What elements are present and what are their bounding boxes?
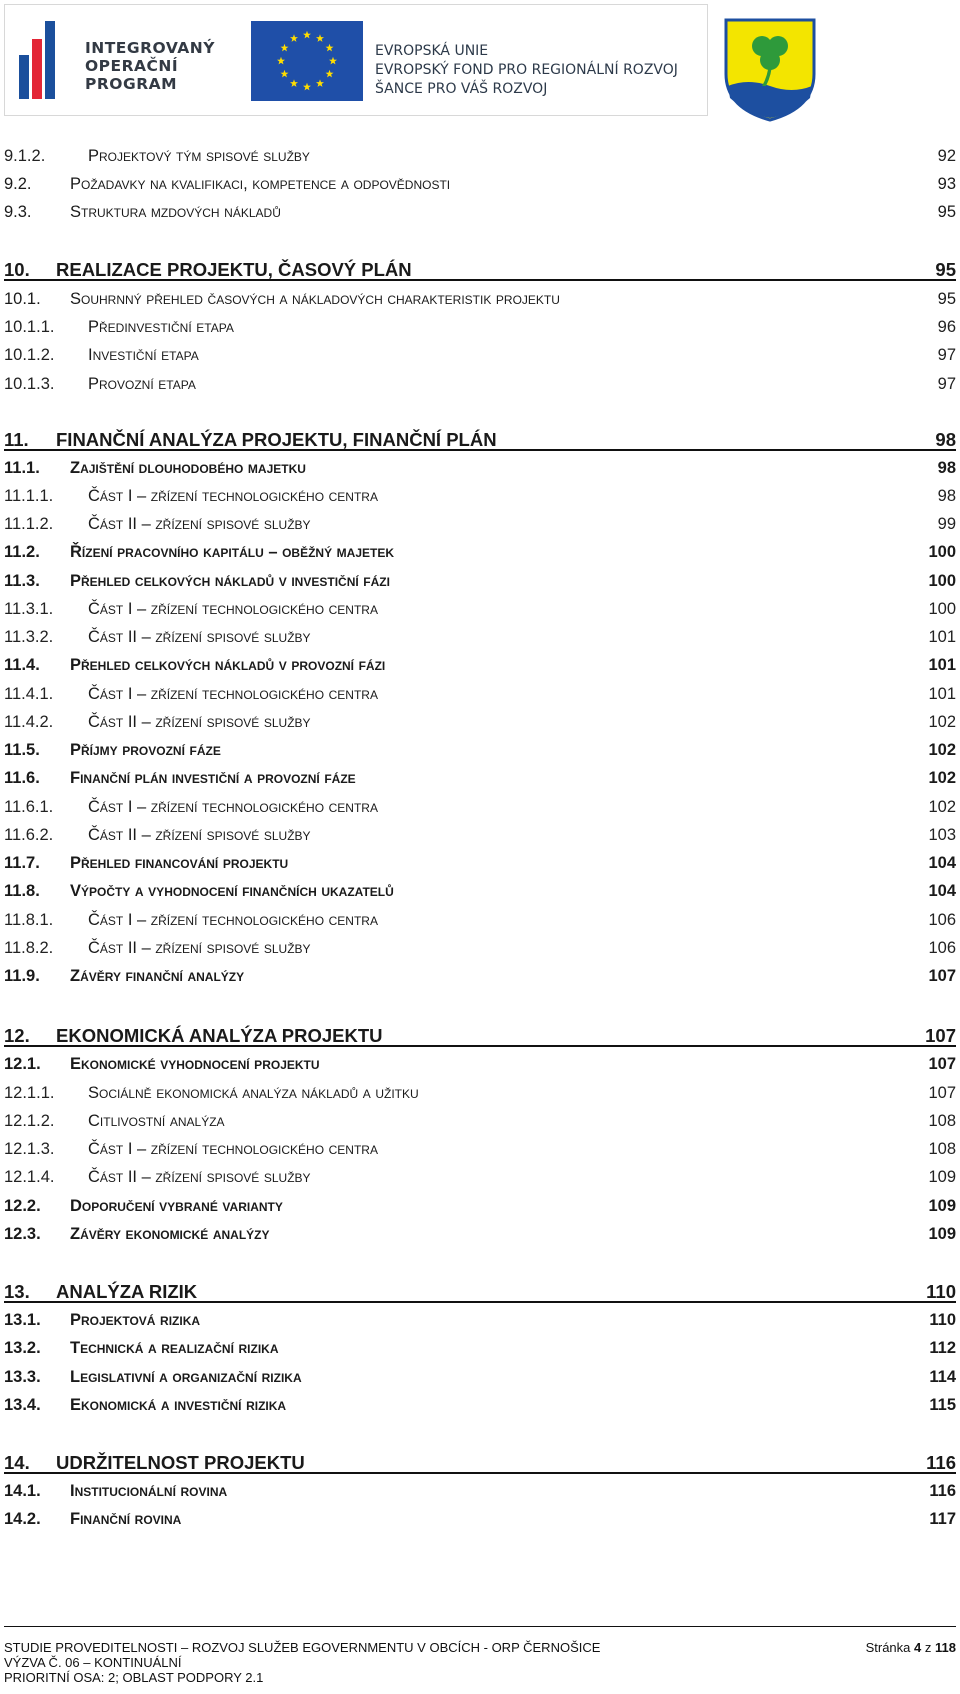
toc-entry-number: 12.1.4.	[4, 1168, 55, 1186]
toc-entry-number: 11.2.	[4, 543, 40, 561]
toc-entry[interactable]	[4, 710, 956, 734]
toc-entry-page: 92	[937, 147, 956, 165]
toc-entry[interactable]	[4, 258, 956, 282]
toc-entry-number: 10.1.	[4, 290, 41, 308]
toc-entry-title: Předinvestiční etapa	[88, 318, 234, 336]
toc-entry-page: 100	[928, 572, 956, 590]
toc-entry-title: Přehled financování projektu	[70, 854, 289, 872]
toc-entry-number: 11.1.	[4, 459, 40, 477]
toc-entry-number: 9.2.	[4, 175, 32, 193]
toc-entry-title: UDRŽITELNOST PROJEKTU	[56, 1452, 305, 1473]
toc-entry-title: Řízení pracovního kapitálu – oběžný majetek	[70, 543, 395, 561]
toc-entry-number: 12.3.	[4, 1225, 41, 1243]
toc-entry[interactable]	[4, 964, 956, 988]
toc-entry-number: 11.9.	[4, 967, 40, 985]
toc-entry[interactable]	[4, 172, 956, 196]
toc-entry-title: Část I – zřízení technologického centra	[88, 911, 378, 929]
toc-entry-number: 11.6.2.	[4, 826, 54, 844]
logo-banner	[4, 4, 708, 116]
toc-entry-number: 10.1.2.	[4, 346, 55, 364]
toc-entry-title: Souhrnný přehled časových a nákladových charakteristik projektu	[70, 290, 560, 308]
toc-entry-title: Část II – zřízení spisové služby	[88, 939, 311, 957]
toc-entry-number: 12.2.	[4, 1197, 41, 1215]
toc-entry-number: 14.	[4, 1452, 30, 1473]
toc-entry[interactable]	[4, 1365, 956, 1389]
toc-entry-page: 110	[926, 1281, 956, 1302]
toc-entry[interactable]	[4, 1024, 956, 1048]
toc-entry-title: Legislativní a organizační rizika	[70, 1368, 302, 1386]
toc-entry-page: 116	[929, 1482, 956, 1500]
toc-entry-page: 102	[928, 713, 956, 731]
toc-entry-number: 11.8.1.	[4, 911, 54, 929]
toc-entry-number: 13.4.	[4, 1396, 41, 1414]
toc-entry-number: 11.3.1.	[4, 600, 54, 618]
toc-entry-number: 11.5.	[4, 741, 40, 759]
toc-chapter-underline	[4, 449, 956, 451]
toc-entry-title: Přehled celkových nákladů v investiční fázi	[70, 572, 390, 590]
toc-entry-number: 12.1.3.	[4, 1140, 55, 1158]
toc-entry-page: 100	[928, 600, 956, 618]
toc-entry-number: 9.3.	[4, 203, 32, 221]
toc-entry-number: 11.7.	[4, 854, 40, 872]
toc-entry-title: Požadavky na kvalifikaci, kompetence a odpovědnosti	[70, 175, 451, 193]
toc-chapter-underline	[4, 1045, 956, 1047]
toc-entry-page: 117	[929, 1510, 956, 1528]
toc-entry-number: 12.1.2.	[4, 1112, 55, 1130]
toc-entry[interactable]	[4, 540, 956, 564]
toc-entry-title: Sociálně ekonomická analýza nákladů a užitku	[88, 1084, 419, 1102]
toc-entry-number: 10.	[4, 259, 30, 280]
toc-entry[interactable]	[4, 795, 956, 819]
toc-entry[interactable]	[4, 908, 956, 932]
toc-entry[interactable]	[4, 1308, 956, 1332]
toc-entry[interactable]	[4, 1336, 956, 1360]
toc-entry-title: Výpočty a vyhodnocení finančních ukazatelů	[70, 882, 394, 900]
toc-entry-page: 102	[928, 741, 956, 759]
toc-entry-page: 109	[928, 1225, 956, 1243]
iop-line: OPERAČNÍ	[85, 57, 179, 75]
toc-entry-page: 107	[928, 1055, 956, 1073]
toc-entry[interactable]	[4, 766, 956, 790]
toc-entry-number: 11.6.	[4, 769, 40, 787]
footer-divider	[4, 1626, 956, 1627]
toc-entry-page: 96	[937, 318, 956, 336]
toc-entry[interactable]	[4, 851, 956, 875]
toc-entry-title: Investiční etapa	[88, 346, 199, 364]
toc-entry-number: 13.3.	[4, 1368, 41, 1386]
toc-entry-number: 11.1.1.	[4, 487, 54, 505]
toc-entry-number: 11.8.	[4, 882, 40, 900]
toc-entry-page: 101	[928, 628, 956, 646]
iop-logo-icon	[19, 21, 59, 99]
eu-flag-icon	[251, 21, 363, 101]
toc-entry-title: Část I – zřízení technologického centra	[88, 600, 378, 618]
toc-entry-title: Technická a realizační rizika	[70, 1339, 279, 1357]
page-label: Stránka	[865, 1640, 911, 1655]
toc-entry-title: Část I – zřízení technologického centra	[88, 685, 378, 703]
toc-entry[interactable]	[4, 1507, 956, 1531]
toc-entry-title: Část II – zřízení spisové služby	[88, 826, 311, 844]
toc-entry-page: 104	[928, 854, 956, 872]
toc-entry[interactable]	[4, 428, 956, 452]
toc-entry[interactable]	[4, 653, 956, 677]
page-current: 4	[914, 1640, 922, 1655]
toc-entry-number: 11.8.2.	[4, 939, 54, 957]
toc-entry-number: 11.1.2.	[4, 515, 54, 533]
toc-entry[interactable]	[4, 144, 956, 168]
toc-entry-title: Doporučení vybrané varianty	[70, 1197, 283, 1215]
toc-entry[interactable]	[4, 625, 956, 649]
toc-entry[interactable]	[4, 1280, 956, 1304]
toc-entry[interactable]	[4, 372, 956, 396]
toc-entry[interactable]	[4, 512, 956, 536]
toc-entry[interactable]	[4, 1137, 956, 1161]
toc-entry-page: 93	[937, 175, 956, 193]
footer-axis: PRIORITNÍ OSA: 2; OBLAST PODPORY 2.1	[4, 1670, 264, 1685]
eu-line: ŠANCE PRO VÁŠ ROZVOJ	[375, 81, 548, 97]
eu-line: EVROPSKÝ FOND PRO REGIONÁLNÍ ROZVOJ	[375, 62, 678, 78]
eu-text	[375, 42, 678, 99]
toc-entry-title: Zajištění dlouhodobého majetku	[70, 459, 306, 477]
toc-entry-title: EKONOMICKÁ ANALÝZA PROJEKTU	[56, 1025, 383, 1046]
toc-entry-title: Část I – zřízení technologického centra	[88, 487, 378, 505]
toc-entry[interactable]	[4, 1194, 956, 1218]
toc-entry-number: 12.1.	[4, 1055, 41, 1073]
toc-entry-title: Závěry ekonomické analýzy	[70, 1225, 270, 1243]
toc-entry[interactable]	[4, 569, 956, 593]
toc-entry-page: 101	[928, 656, 956, 674]
toc-entry[interactable]	[4, 738, 956, 762]
toc-entry-number: 11.3.	[4, 572, 40, 590]
toc-entry-number: 11.4.	[4, 656, 40, 674]
toc-entry-title: Finanční plán investiční a provozní fáze	[70, 769, 356, 787]
iop-line: PROGRAM	[85, 75, 178, 93]
toc-entry-page: 106	[928, 939, 956, 957]
toc-entry[interactable]	[4, 484, 956, 508]
toc-entry[interactable]	[4, 1222, 956, 1246]
toc-entry-title: Část II – zřízení spisové služby	[88, 1168, 311, 1186]
toc-entry-number: 9.1.2.	[4, 147, 46, 165]
toc-entry-title: Institucionální rovina	[70, 1482, 228, 1500]
toc-entry-number: 11.3.2.	[4, 628, 54, 646]
toc-entry[interactable]	[4, 823, 956, 847]
toc-entry-page: 95	[937, 203, 956, 221]
toc-entry-number: 13.1.	[4, 1311, 41, 1329]
toc-entry-page: 100	[928, 543, 956, 561]
toc-entry-number: 12.1.1.	[4, 1084, 55, 1102]
toc-entry-number: 13.	[4, 1281, 30, 1302]
toc-entry[interactable]	[4, 1479, 956, 1503]
toc-entry-page: 95	[937, 290, 956, 308]
toc-entry-title: Část I – zřízení technologického centra	[88, 798, 378, 816]
toc-entry[interactable]	[4, 200, 956, 224]
toc-entry-title: Projektová rizika	[70, 1311, 201, 1329]
toc-entry-page: 108	[928, 1112, 956, 1130]
toc-chapter-underline	[4, 1472, 956, 1474]
toc-entry-page: 95	[935, 259, 956, 280]
toc-entry-title: Projektový tým spisové služby	[88, 147, 310, 165]
toc-entry-title: Finanční rovina	[70, 1510, 182, 1528]
iop-logo-text	[85, 39, 215, 93]
toc-entry-page: 109	[928, 1168, 956, 1186]
toc-entry-number: 10.1.3.	[4, 375, 55, 393]
toc-entry-title: Závěry finanční analýzy	[70, 967, 245, 985]
page-total: 118	[935, 1640, 956, 1655]
toc-entry[interactable]	[4, 936, 956, 960]
toc-entry-page: 98	[937, 459, 956, 477]
toc-entry-page: 112	[929, 1339, 956, 1357]
toc-entry-page: 116	[926, 1452, 956, 1473]
toc-entry[interactable]	[4, 597, 956, 621]
toc-entry-title: Přehled celkových nákladů v provozní fázi	[70, 656, 386, 674]
toc-entry-title: FINANČNÍ ANALÝZA PROJEKTU, FINANČNÍ PLÁN	[56, 429, 497, 450]
toc-entry-title: REALIZACE PROJEKTU, ČASOVÝ PLÁN	[56, 259, 412, 280]
toc-entry-title: Část I – zřízení technologického centra	[88, 1140, 378, 1158]
toc-entry-page: 97	[937, 375, 956, 393]
shamrock-coat-of-arms-icon	[722, 16, 818, 122]
toc-entry-number: 11.4.1.	[4, 685, 54, 703]
toc-entry-page: 103	[928, 826, 956, 844]
toc-entry[interactable]	[4, 456, 956, 480]
toc-entry-number: 11.	[4, 429, 29, 450]
toc-entry-page: 106	[928, 911, 956, 929]
toc-entry[interactable]	[4, 879, 956, 903]
toc-chapter-underline	[4, 279, 956, 281]
footer-call: VÝZVA Č. 06 – KONTINUÁLNÍ	[4, 1655, 182, 1670]
toc-entry-title: Ekonomické vyhodnocení projektu	[70, 1055, 320, 1073]
toc-entry-page: 104	[928, 882, 956, 900]
toc-entry-page: 114	[929, 1368, 956, 1386]
toc-entry-number: 10.1.1.	[4, 318, 55, 336]
page-header	[4, 4, 956, 118]
toc-entry-page: 110	[929, 1311, 956, 1329]
toc-entry-title: Část II – zřízení spisové služby	[88, 515, 311, 533]
toc-entry-number: 11.6.1.	[4, 798, 54, 816]
toc-entry-number: 14.2.	[4, 1510, 41, 1528]
toc-entry-page: 99	[937, 515, 956, 533]
toc-entry-title: Struktura mzdových nákladů	[70, 203, 281, 221]
toc-entry-title: Příjmy provozní fáze	[70, 741, 221, 759]
toc-entry[interactable]	[4, 1109, 956, 1133]
toc-entry[interactable]	[4, 287, 956, 311]
toc-entry-page: 107	[928, 1084, 956, 1102]
toc-entry-page: 98	[935, 429, 956, 450]
toc-entry-title: Citlivostní analýza	[88, 1112, 225, 1130]
toc-entry[interactable]	[4, 1165, 956, 1189]
toc-entry[interactable]	[4, 315, 956, 339]
toc-entry-page: 102	[928, 769, 956, 787]
toc-entry-title: Část II – zřízení spisové služby	[88, 713, 311, 731]
toc-entry-page: 107	[925, 1025, 956, 1046]
page-sep: z	[924, 1640, 932, 1655]
toc-entry-title: Ekonomická a investiční rizika	[70, 1396, 287, 1414]
toc-entry-title: Provozní etapa	[88, 375, 196, 393]
page-number	[866, 1640, 956, 1655]
toc-entry-title: Část II – zřízení spisové služby	[88, 628, 311, 646]
toc-entry-page: 115	[929, 1396, 956, 1414]
eu-line: EVROPSKÁ UNIE	[375, 43, 489, 59]
toc-entry-page: 101	[928, 685, 956, 703]
toc-entry-page: 102	[928, 798, 956, 816]
toc-entry-page: 98	[937, 487, 956, 505]
toc-entry-page: 97	[937, 346, 956, 364]
toc-entry-title: ANALÝZA RIZIK	[56, 1281, 198, 1302]
toc-entry-number: 12.	[4, 1025, 30, 1046]
toc-entry[interactable]	[4, 1081, 956, 1105]
toc-chapter-underline	[4, 1301, 956, 1303]
footer-title: STUDIE PROVEDITELNOSTI – ROZVOJ SLUŽEB EGOVERNMENTU V OBCÍCH - ORP ČERNOŠICE	[4, 1640, 601, 1655]
toc-entry-number: 11.4.2.	[4, 713, 54, 731]
iop-line: INTEGROVANÝ	[85, 39, 215, 57]
toc-entry-number: 13.2.	[4, 1339, 41, 1357]
toc-entry[interactable]	[4, 1451, 956, 1475]
toc-entry-page: 109	[928, 1197, 956, 1215]
toc-entry[interactable]	[4, 343, 956, 367]
toc-entry[interactable]	[4, 1393, 956, 1417]
toc-entry-page: 107	[928, 967, 956, 985]
toc-entry-number: 14.1.	[4, 1482, 41, 1500]
toc-entry-page: 108	[928, 1140, 956, 1158]
toc-entry[interactable]	[4, 682, 956, 706]
toc-entry[interactable]	[4, 1052, 956, 1076]
